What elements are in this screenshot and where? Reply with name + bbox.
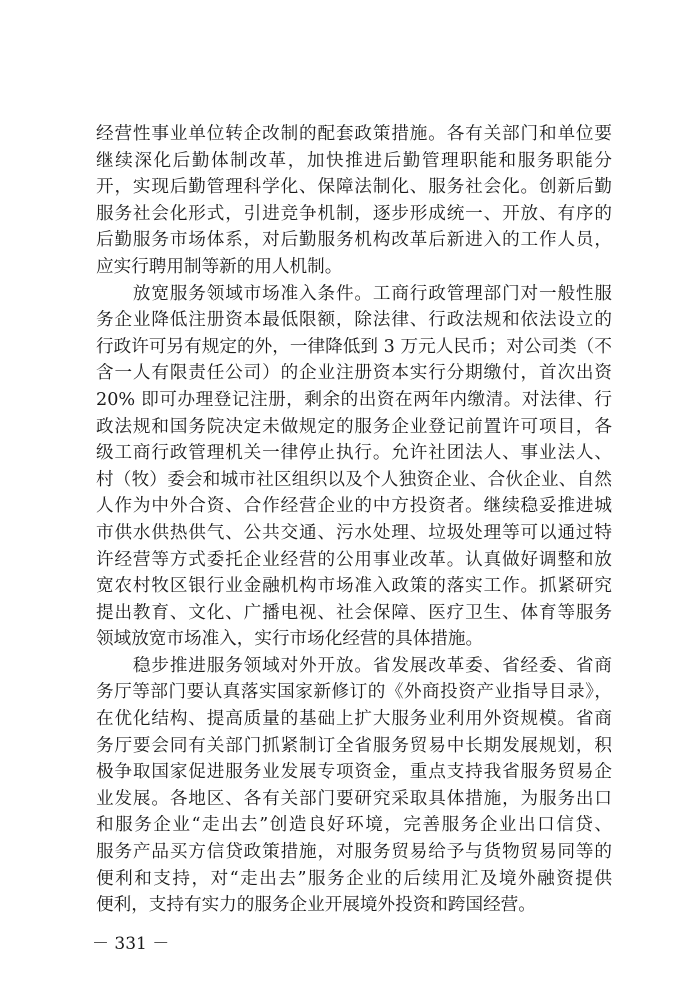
- text-line: 提出教育、文化、广播电视、社会保障、医疗卫生、体育等服务: [96, 602, 612, 623]
- body-text: [96, 121, 612, 919]
- text-line: 稳步推进服务领域对外开放。省发展改革委、省经委、省商: [96, 655, 612, 676]
- text-line: 服务产品买方信贷政策措施，对服务贸易给予与货物贸易同等的: [96, 842, 612, 863]
- page-number: － 331 －: [92, 934, 170, 954]
- text-line: 级工商行政管理机关一律停止执行。允许社团法人、事业法人、: [96, 443, 612, 464]
- text-line: 务厅要会同有关部门抓紧制订全省服务贸易中长期发展规划，积: [96, 735, 612, 756]
- text-line: 含一人有限责任公司）的企业注册资本实行分期缴付，首次出资: [96, 363, 612, 384]
- text-line: 继续深化后勤体制改革，加快推进后勤管理职能和服务职能分: [96, 150, 612, 171]
- text-line: 业发展。各地区、各有关部门要研究采取具体措施，为服务出口: [96, 788, 612, 809]
- text-line: 务厅等部门要认真落实国家新修订的《外商投资产业指导目录》，: [96, 682, 612, 703]
- text-line: 服务社会化形式，引进竞争机制，逐步形成统一、开放、有序的: [96, 203, 612, 224]
- text-line: 20% 即可办理登记注册，剩余的出资在两年内缴清。对法律、行: [96, 389, 612, 410]
- text-line: 极争取国家促进服务业发展专项资金，重点支持我省服务贸易企: [96, 762, 612, 783]
- text-line: 政法规和国务院决定未做规定的服务企业登记前置许可项目，各: [96, 416, 612, 437]
- text-line: 便利，支持有实力的服务企业开展境外投资和跨国经营。: [96, 895, 536, 916]
- text-line: 领域放宽市场准入，实行市场化经营的具体措施。: [96, 629, 484, 650]
- text-line: 市供水供热供气、公共交通、污水处理、垃圾处理等可以通过特: [96, 522, 612, 543]
- text-line: 宽农村牧区银行业金融机构市场准入政策的落实工作。抓紧研究: [96, 576, 612, 597]
- text-line: 后勤服务市场体系，对后勤服务机构改革后新进入的工作人员，: [96, 230, 612, 251]
- text-line: 经营性事业单位转企改制的配套政策措施。各有关部门和单位要: [96, 124, 612, 144]
- text-line: 在优化结构、提高质量的基础上扩大服务业利用外资规模。省商: [96, 709, 612, 730]
- text-line: 许经营等方式委托企业经营的公用事业改革。认真做好调整和放: [96, 549, 612, 570]
- text-line: 人作为中外合资、合作经营企业的中方投资者。继续稳妥推进城: [96, 496, 612, 517]
- text-line: 行政许可另有规定的外，一律降低到 3 万元人民币；对公司类（不: [96, 336, 612, 357]
- text-line: 开，实现后勤管理科学化、保障法制化、服务社会化。创新后勤: [96, 177, 612, 198]
- text-line: 村（牧）委会和城市社区组织以及个人独资企业、合伙企业、自然: [96, 469, 612, 490]
- text-line: 便利和支持，对“走出去”服务企业的后续用汇及境外融资提供: [96, 868, 612, 889]
- text-line: 和服务企业“走出去”创造良好环境，完善服务企业出口信贷、: [96, 815, 612, 836]
- text-line: 应实行聘用制等新的用人机制。: [96, 256, 343, 277]
- text-line: 务企业降低注册资本最低限额，除法律、行政法规和依法设立的: [96, 310, 612, 331]
- text-line: 放宽服务领域市场准入条件。工商行政管理部门对一般性服: [96, 283, 612, 304]
